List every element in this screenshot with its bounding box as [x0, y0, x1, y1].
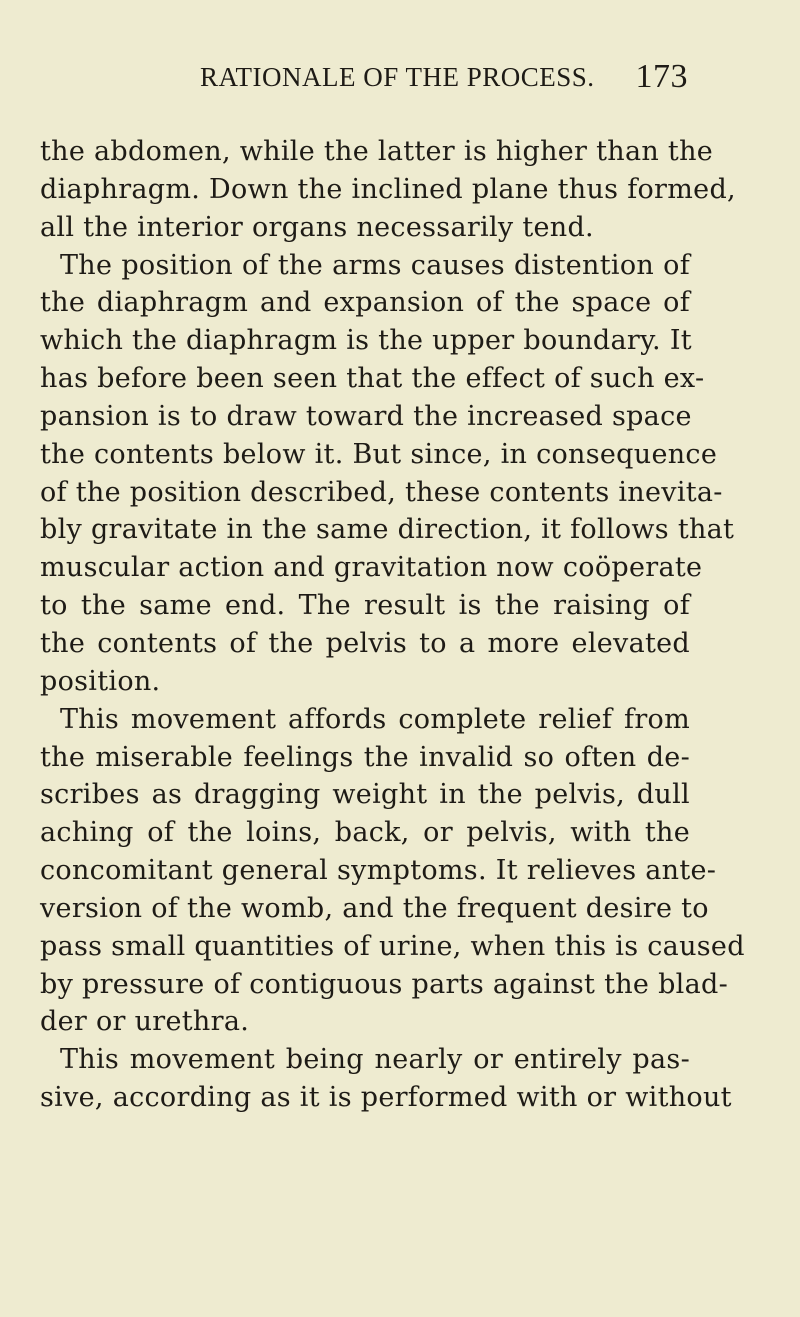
- text-line: muscular action and gravitation now coöperate: [40, 552, 703, 584]
- text-line: version of the womb, and the frequent desire to: [40, 892, 709, 924]
- text-line: all the interior organs necessarily tend.: [40, 211, 594, 243]
- text-line: to the same end. The result is the raising of: [40, 590, 690, 622]
- paragraph-first-line: This movement being nearly or entirely pas-: [60, 1044, 690, 1076]
- body-text: [40, 133, 745, 1117]
- text-line: of the position described, these contents inevita-: [40, 476, 723, 508]
- text-line: position.: [40, 665, 161, 697]
- text-line: has before been seen that the effect of such ex-: [40, 363, 705, 395]
- text-line: pansion is to draw toward the increased space: [40, 400, 692, 432]
- text-line: the contents below it. But since, in consequence: [40, 438, 718, 470]
- text-line: the diaphragm and expansion of the space of: [40, 287, 690, 319]
- text-line: der or urethra.: [40, 1006, 250, 1038]
- running-head: [200, 58, 688, 96]
- paragraph-first-line: This movement affords complete relief from: [60, 703, 690, 735]
- text-line: aching of the loins, back, or pelvis, with the: [40, 817, 690, 849]
- text-line: concomitant general symptoms. It relieves ante-: [40, 855, 717, 887]
- text-line: the miserable feelings the invalid so often de-: [40, 741, 690, 773]
- text-line: which the diaphragm is the upper boundary. It: [40, 325, 692, 357]
- running-title: RATIONALE OF THE PROCESS.: [200, 62, 595, 92]
- text-line: pass small quantities of urine, when this is caused: [40, 930, 745, 962]
- text-line: by pressure of contiguous parts against the blad-: [40, 968, 728, 1000]
- page-number: 173: [635, 58, 688, 95]
- text-line: the contents of the pelvis to a more elevated: [40, 627, 690, 659]
- paragraph-first-line: The position of the arms causes distention of: [60, 249, 690, 281]
- text-line: bly gravitate in the same direction, it follows that: [40, 514, 735, 546]
- text-line: scribes as dragging weight in the pelvis, dull: [40, 779, 690, 811]
- text-line: the abdomen, while the latter is higher than the: [40, 136, 714, 167]
- text-line: sive, according as it is performed with or without: [40, 1082, 732, 1114]
- text-line: diaphragm. Down the inclined plane thus formed,: [40, 173, 736, 205]
